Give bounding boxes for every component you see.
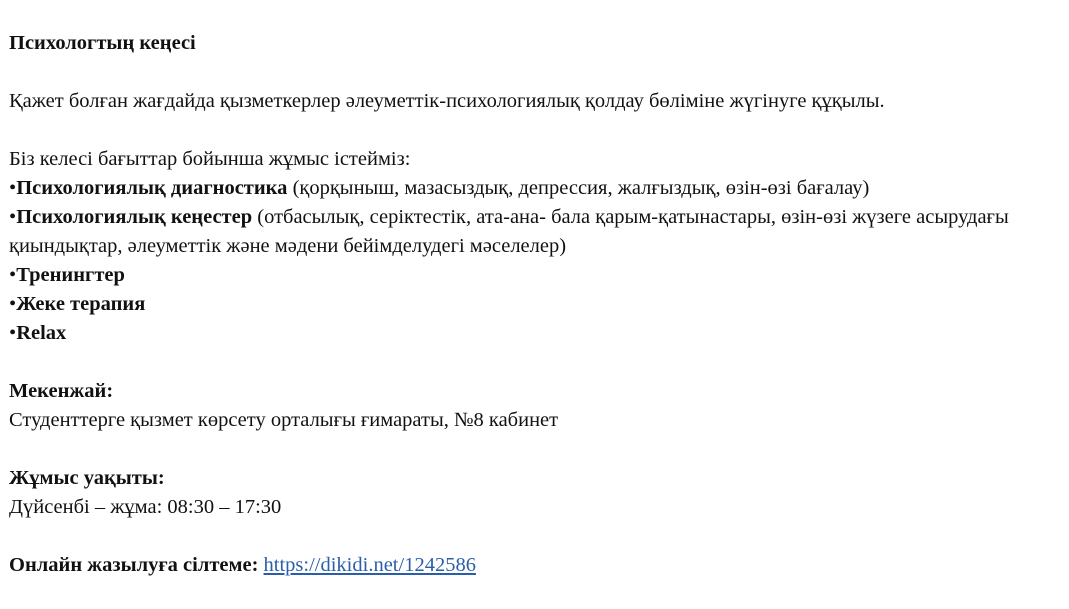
direction-name: Психологиялық диагностика xyxy=(16,177,288,199)
directions-heading: Біз келесі бағыттар бойынша жұмыс істейміз: xyxy=(9,148,411,170)
list-item xyxy=(9,261,1067,290)
direction-name: Психологиялық кеңестер xyxy=(16,206,253,228)
bullet: • xyxy=(9,177,17,199)
hours-value: Дүйсенбі – жұма: 08:30 – 17:30 xyxy=(9,496,282,518)
spacer xyxy=(9,348,1067,377)
intro-paragraph: Қажет болған жағдайда қызметкерлер әлеуметтік-психологиялық қолдау бөліміне жүгінуге құқылы. xyxy=(9,90,885,112)
document-body xyxy=(9,29,1067,580)
online-booking-link[interactable]: https://dikidi.net/1242586 xyxy=(263,554,476,576)
spacer xyxy=(9,522,1067,551)
hours-label: Жұмыс уақыты: xyxy=(9,467,165,489)
direction-detail: (қорқыныш, мазасыздық, депрессия, жалғыздық, өзін-өзі бағалау) xyxy=(287,177,870,199)
spacer xyxy=(9,116,1067,145)
online-booking xyxy=(9,551,1067,580)
bullet: • xyxy=(9,293,17,315)
address-value: Студенттерге қызмет көрсету орталығы ғимараты, №8 кабинет xyxy=(9,409,559,431)
bullet: • xyxy=(9,264,17,286)
spacer xyxy=(9,58,1067,87)
direction-name: Relax xyxy=(16,322,67,344)
bullet: • xyxy=(9,206,17,228)
online-label: Онлайн жазылуға сілтеме: xyxy=(9,554,259,576)
bullet: • xyxy=(9,322,17,344)
spacer xyxy=(9,435,1067,464)
direction-name: Жеке терапия xyxy=(16,293,146,315)
list-item xyxy=(9,174,1067,203)
direction-detail: (отбасылық, серіктестік, ата-ана- бала қарым-қатынастары, өзін-өзі жүзеге асырудағы қиындықтар, әлеуметтік және мәдени бейімделудегі мәселелер) xyxy=(9,206,1009,257)
list-item xyxy=(9,319,1067,348)
list-item xyxy=(9,203,1067,261)
address-label: Мекенжай: xyxy=(9,380,114,402)
page-title: Психологтың кеңесі xyxy=(9,32,196,54)
direction-name: Тренингтер xyxy=(16,264,125,286)
list-item xyxy=(9,290,1067,319)
